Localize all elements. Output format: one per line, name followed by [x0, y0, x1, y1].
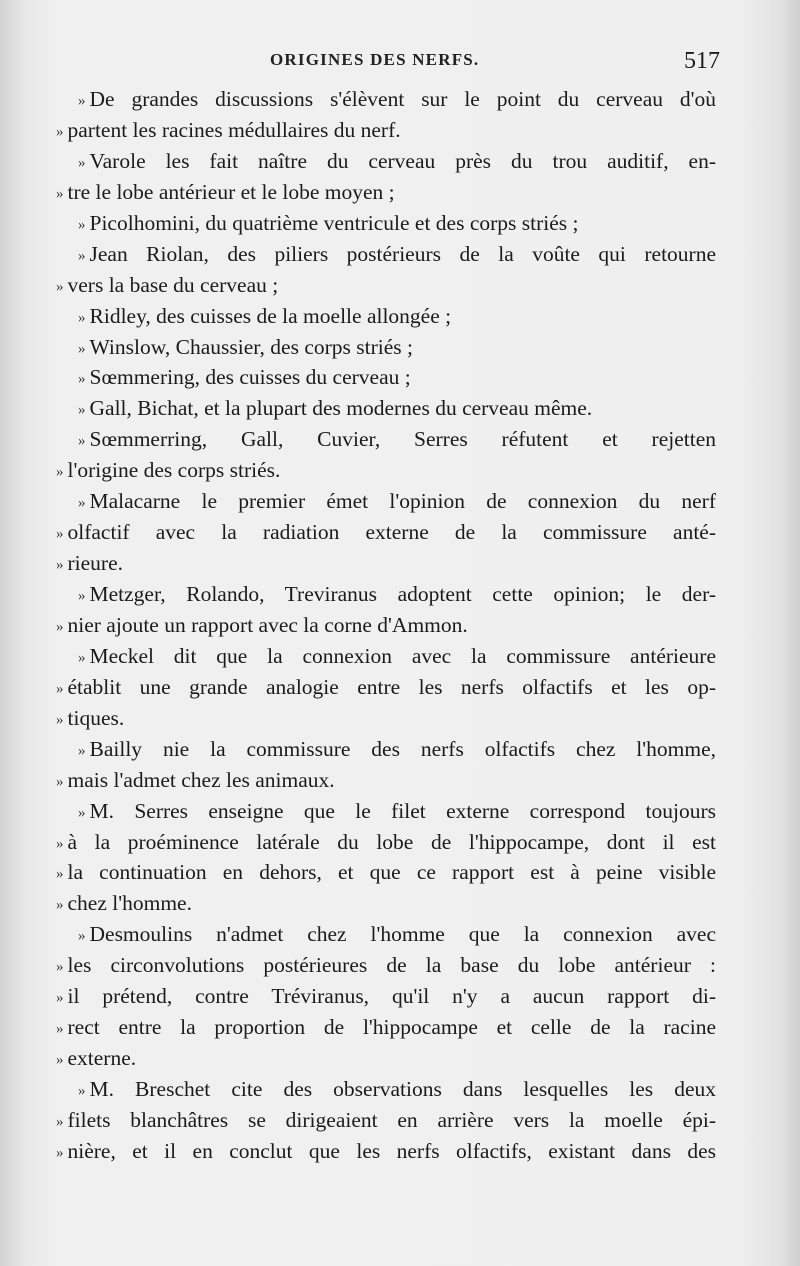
- text-line: [56, 455, 716, 486]
- quote-mark: »: [56, 680, 64, 697]
- text-line: [56, 486, 716, 517]
- line-text: la continuation en dehors, et que ce rapport est à peine visible: [67, 860, 716, 885]
- quote-mark: »: [78, 1083, 86, 1099]
- line-text: partent les racines médullaires du nerf.: [67, 117, 401, 142]
- text-line: [56, 827, 716, 858]
- line-text: mais l'admet chez les animaux.: [67, 767, 335, 792]
- quote-mark: »: [78, 495, 86, 512]
- quote-mark: »: [56, 464, 64, 481]
- text-line: [56, 950, 716, 981]
- quote-mark: »: [78, 804, 86, 821]
- line-text: rect entre la proportion de l'hippocampe et celle de la racine: [67, 1015, 716, 1040]
- line-text: rieure.: [67, 551, 124, 576]
- line-text: vers la base du cerveau ;: [67, 272, 279, 297]
- line-text: externe.: [67, 1046, 137, 1071]
- line-text: Bailly nie la commissure des nerfs olfactifs chez l'homme,: [89, 736, 716, 761]
- line-text: M. Serres enseigne que le filet externe correspond toujours: [89, 798, 716, 823]
- line-text: tiques.: [67, 705, 125, 730]
- quote-mark: »: [78, 742, 86, 759]
- text-line: [56, 1136, 716, 1167]
- quote-mark: »: [78, 247, 86, 264]
- text-line: [56, 393, 716, 424]
- text-line: [56, 177, 716, 208]
- line-text: chez l'homme.: [67, 891, 192, 916]
- quote-mark: »: [78, 588, 86, 604]
- text-line: [56, 517, 716, 548]
- line-text: établit une grande analogie entre les nerfs olfactifs et les op-: [67, 674, 716, 699]
- text-line: [56, 981, 716, 1012]
- line-text: Gall, Bichat, et la plupart des modernes du cerveau même.: [89, 396, 593, 421]
- line-text: filets blanchâtres se dirigeaient en arrière vers la moelle épi-: [67, 1107, 716, 1132]
- quote-mark: »: [78, 433, 86, 450]
- quote-mark: »: [56, 618, 64, 635]
- quote-mark: »: [78, 93, 86, 109]
- text-line: [56, 1012, 716, 1043]
- text-line: [56, 641, 716, 672]
- quote-mark: »: [78, 928, 86, 945]
- line-text: Metzger, Rolando, Treviranus adoptent cette opinion; le der-: [89, 582, 716, 606]
- line-text: Malacarne le premier émet l'opinion de connexion du nerf: [89, 489, 716, 514]
- quote-mark: »: [78, 216, 86, 233]
- quote-mark: »: [56, 526, 64, 543]
- text-line: [56, 672, 716, 703]
- text-line: [56, 765, 716, 796]
- quote-mark: »: [56, 711, 64, 728]
- quote-mark: »: [56, 1144, 64, 1161]
- text-line: [56, 362, 716, 393]
- quote-mark: »: [56, 990, 64, 1007]
- page-number: 517: [684, 48, 720, 74]
- quote-mark: »: [78, 402, 86, 419]
- line-text: Varole les fait naître du cerveau près du trou auditif, en-: [89, 148, 716, 173]
- text-line: [56, 208, 716, 239]
- quote-mark: »: [56, 278, 64, 295]
- quote-mark: »: [56, 1113, 64, 1130]
- text-line: [56, 301, 716, 332]
- text-line: [56, 1105, 716, 1136]
- quote-mark: »: [56, 1052, 64, 1069]
- page-header: [60, 50, 720, 80]
- line-text: nier ajoute un rapport avec la corne d'Ammon.: [67, 612, 468, 637]
- line-text: Winslow, Chaussier, des corps striés ;: [89, 334, 414, 359]
- text-line: [56, 579, 716, 610]
- text-line: [56, 919, 716, 950]
- quote-mark: »: [78, 340, 86, 357]
- text-line: [56, 610, 716, 641]
- line-text: Picolhomini, du quatrième ventricule et des corps striés ;: [89, 210, 579, 235]
- quote-mark: »: [56, 123, 64, 140]
- text-line: [56, 888, 716, 919]
- line-text: De grandes discussions s'élèvent sur le point du cerveau d'où: [89, 87, 716, 111]
- text-line: [56, 548, 716, 579]
- quote-mark: »: [56, 185, 64, 202]
- quote-mark: »: [56, 773, 64, 790]
- line-text: Desmoulins n'admet chez l'homme que la connexion avec: [89, 922, 716, 947]
- line-text: nière, et il en conclut que les nerfs olfactifs, existant dans des: [67, 1138, 716, 1163]
- quote-mark: »: [78, 309, 86, 326]
- text-line: [56, 734, 716, 765]
- text-line: [56, 239, 716, 270]
- body-text: [56, 84, 716, 1167]
- text-line: [56, 857, 716, 888]
- line-text: à la proéminence latérale du lobe de l'hippocampe, dont il est: [67, 829, 716, 854]
- quote-mark: »: [56, 959, 64, 976]
- quote-mark: »: [56, 897, 64, 914]
- quote-mark: »: [78, 154, 86, 171]
- quote-mark: »: [56, 557, 64, 574]
- text-line: [56, 424, 716, 455]
- line-text: M. Breschet cite des observations dans lesquelles les deux: [89, 1077, 716, 1101]
- line-text: l'origine des corps striés.: [67, 458, 281, 483]
- text-line: [56, 332, 716, 363]
- line-text: Sœmmerring, Gall, Cuvier, Serres réfutent et rejetten: [89, 427, 716, 452]
- text-line: [56, 703, 716, 734]
- text-line: [56, 84, 716, 115]
- text-line: [56, 1043, 716, 1074]
- quote-mark: »: [78, 649, 86, 666]
- quote-mark: »: [56, 1021, 64, 1038]
- quote-mark: »: [78, 371, 86, 388]
- line-text: tre le lobe antérieur et le lobe moyen ;: [67, 179, 395, 204]
- text-line: [56, 796, 716, 827]
- text-line: [56, 1074, 716, 1105]
- line-text: Sœmmering, des cuisses du cerveau ;: [89, 365, 411, 390]
- text-line: [56, 146, 716, 177]
- text-line: [56, 115, 716, 146]
- line-text: les circonvolutions postérieures de la base du lobe antérieur :: [67, 953, 716, 978]
- line-text: Jean Riolan, des piliers postérieurs de la voûte qui retourne: [89, 241, 716, 266]
- quote-mark: »: [56, 866, 64, 883]
- quote-mark: »: [56, 835, 64, 852]
- line-text: Ridley, des cuisses de la moelle allongée ;: [89, 303, 452, 328]
- line-text: Meckel dit que la connexion avec la commissure antérieure: [89, 643, 716, 668]
- line-text: olfactif avec la radiation externe de la commissure anté-: [67, 520, 716, 545]
- running-title: ORIGINES DES NERFS.: [270, 50, 480, 69]
- text-line: [56, 270, 716, 301]
- line-text: il prétend, contre Tréviranus, qu'il n'y a aucun rapport di-: [67, 984, 716, 1009]
